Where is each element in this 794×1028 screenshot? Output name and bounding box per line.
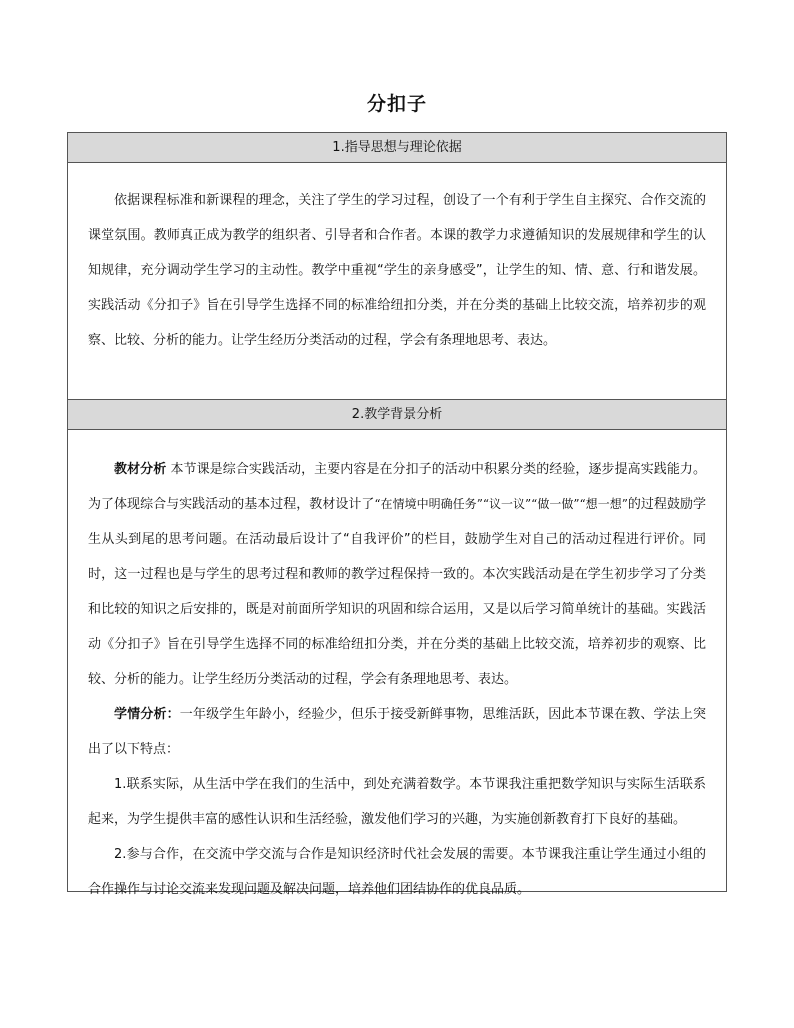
lesson-table xyxy=(67,132,727,897)
textbook-analysis-text-a: 本节课是综合实践活动，主要内容是在分扣子的活动中积累分类的经验，逐步提高实践能力。为了体现综合与实践活动的基本过程，教材设计了 xyxy=(88,462,706,512)
student-analysis-text: 一年级学生年龄小，经验少，但乐于接受新鲜事物，思维活跃，因此本节课在教、学法上突出了以下特点： xyxy=(88,707,706,757)
textbook-analysis-paragraph xyxy=(88,452,706,697)
feature-item-2: 2.参与合作，在交流中学交流与合作是知识经济时代社会发展的需要。本节课我注重让学生通过小组的合作操作与讨论交流来发现问题及解决问题，培养他们团结协作的优良品质。 xyxy=(88,847,706,897)
section-body-guiding-ideas xyxy=(68,163,726,400)
guiding-ideas-paragraph: 依据课程标准和新课程的理念，关注了学生的学习过程，创设了一个有利于学生自主探究、合作交流的课堂氛围。教师真正成为教学的组织者、引导者和合作者。本课的教学力求遵循知识的发展规律和学生的认知规律，充分调动学生学习的主动性。教学中重视“学生的亲身感受”，让学生的知、情、意、行和谐发展。实践活动《分扣子》旨在引导学生选择不同的标准给纽扣分类，并在分类的基础上比较交流，培养初步的观察、比较、分析的能力。让学生经历分类活动的过程，学会有条理地思考、表达。 xyxy=(88,193,706,348)
section-body-background-analysis xyxy=(68,430,726,897)
section-header-background-analysis: 2.教学背景分析 xyxy=(68,400,726,430)
feature-item-1: 1.联系实际，从生活中学在我们的生活中，到处充满着数学。本节课我注重把数学知识与实际生活联系起来，为学生提供丰富的感性认识和生活经验，激发他们学习的兴趣，为实施创新教育打下良好的基础。 xyxy=(88,777,706,827)
student-analysis-paragraph xyxy=(88,697,706,767)
textbook-activity-steps: “在情境中明确任务”“议一议”“做一做”“想一想” xyxy=(374,497,628,511)
section-header-guiding-ideas: 1.指导思想与理论依据 xyxy=(68,133,726,163)
textbook-analysis-label: 教材分析 xyxy=(114,462,167,477)
document-title: 分扣子 xyxy=(366,93,427,115)
student-analysis-label: 学情分析： xyxy=(114,707,180,722)
textbook-analysis-text-b: 的过程鼓励学生从头到尾的思考问题。在活动最后设计了“自我评价”的栏目，鼓励学生对自己的活动过程进行评价。同时，这一过程也是与学生的思考过程和教师的教学过程保持一致的。本次实践活动是在学生初步学习了分类和比较的知识之后安排的，既是对前面所学知识的巩固和综合运用，又是以后学习简单统计的基础。实践活动《分扣子》旨在引导学生选择不同的标准给纽扣分类，并在分类的基础上比较交流，培养初步的观察、比较、分析的能力。让学生经历分类活动的过程，学会有条理地思考、表达。 xyxy=(88,497,706,687)
